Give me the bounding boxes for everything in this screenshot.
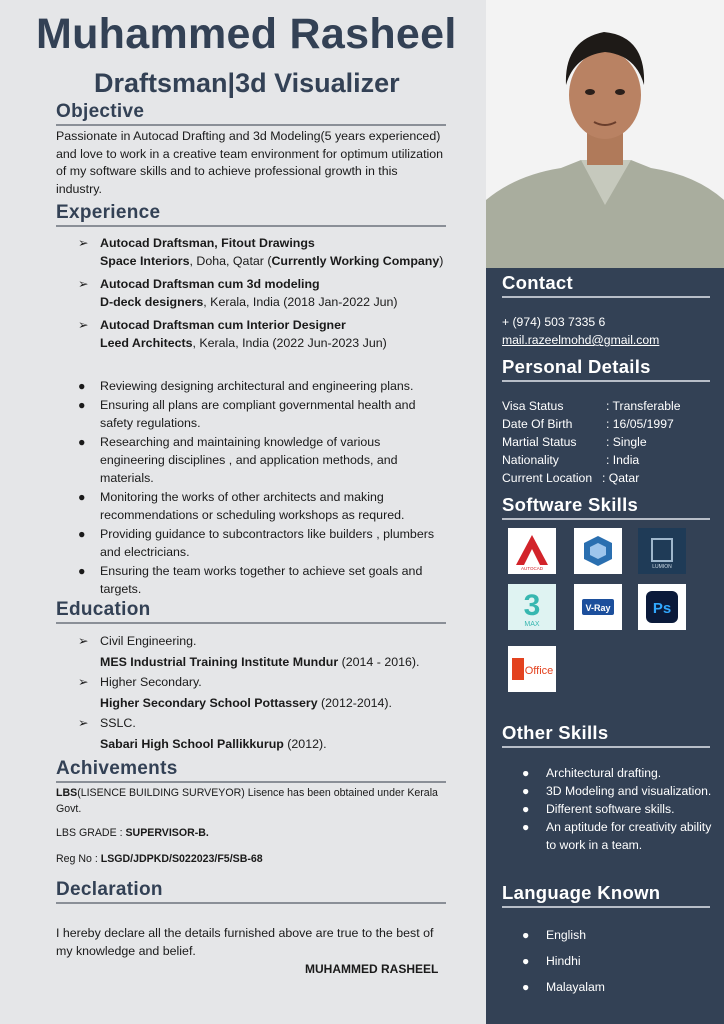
office-icon <box>508 646 556 692</box>
job-paren: ) <box>439 253 444 268</box>
contact-heading: Contact <box>502 272 710 298</box>
contact-email-link[interactable]: mail.razeelmohd@gmail.com <box>502 333 660 347</box>
arrow-bullet-icon: ➢ <box>78 675 89 689</box>
signature-name: MUHAMMED RASHEEL <box>305 962 439 976</box>
bullet-icon: ● <box>522 820 530 834</box>
lumion-icon <box>638 528 686 574</box>
job-item <box>78 317 448 352</box>
arrow-bullet-icon: ➢ <box>78 634 89 648</box>
duties-list <box>78 377 448 599</box>
duty-item: ● Monitoring the works of other architects and making recommendations or scheduling workshops as requred. <box>78 490 405 522</box>
bullet-icon: ● <box>522 980 530 994</box>
svg-text:Office: Office <box>524 665 554 677</box>
detail-row: Current Location : Qatar <box>502 471 640 485</box>
vray-icon <box>574 584 622 630</box>
duty-item: ● Ensuring the team works together to achieve set goals and targets. <box>78 564 423 596</box>
arrow-bullet-icon: ➢ <box>78 318 89 332</box>
bullet-icon: ● <box>78 564 86 578</box>
bullet-icon: ● <box>78 435 86 449</box>
contact-phone: + (974) 503 7335 6 <box>502 315 606 329</box>
job-role: Autocad Draftsman, Fitout Drawings <box>100 236 315 250</box>
job-item <box>78 276 448 311</box>
years: (2012-2014). <box>317 695 392 710</box>
school: Higher Secondary School Pottassery <box>100 695 318 710</box>
skill-item: ● 3D Modeling and visualization. <box>522 784 712 798</box>
course: SSLC. <box>100 716 136 730</box>
sketchup-icon <box>574 528 622 574</box>
arrow-bullet-icon: ➢ <box>78 277 89 291</box>
job-company: Space Interiors <box>100 253 190 268</box>
experience-heading: Experience <box>56 202 446 227</box>
languages-heading: Language Known <box>502 882 710 908</box>
personal-heading: Personal Details <box>502 356 710 382</box>
detail-row: Martial Status : Single <box>502 435 647 449</box>
years: (2014 - 2016). <box>338 654 420 669</box>
detail-row: Date Of Birth : 16/05/1997 <box>502 417 674 431</box>
profile-photo <box>486 0 724 268</box>
school: Sabari High School Pallikkurup <box>100 736 284 751</box>
personal-details <box>502 397 712 487</box>
job-item <box>78 235 448 270</box>
declaration-text: I hereby declare all the details furnished above are true to the best of my knowledge and belief. <box>56 926 434 958</box>
declaration-heading: Declaration <box>56 879 446 904</box>
job-company: D-deck designers <box>100 294 204 309</box>
candidate-name: Muhammed Rasheel <box>36 10 457 58</box>
duty-item: ● Researching and maintaining knowledge of various engineering disciplines , and application methods, and materials. <box>78 435 398 485</box>
bullet-icon: ● <box>522 802 530 816</box>
languages-list <box>522 922 712 1000</box>
detail-row: Nationality : India <box>502 453 640 467</box>
job-role: Autocad Draftsman cum Interior Designer <box>100 318 346 332</box>
education-item <box>78 672 448 713</box>
other-skills-list <box>522 764 712 854</box>
education-item <box>78 713 448 754</box>
skill-item: ● Architectural drafting. <box>522 766 662 780</box>
arrow-bullet-icon: ➢ <box>78 716 89 730</box>
bullet-icon: ● <box>78 527 86 541</box>
photoshop-icon <box>638 584 686 630</box>
education-item <box>78 631 448 672</box>
bullet-icon: ● <box>522 766 530 780</box>
reg-number: Reg No : LSGD/JDPKD/S022023/F5/SB-68 <box>56 853 263 865</box>
education-list <box>78 631 448 754</box>
3dsmax-icon <box>508 584 556 630</box>
detail-row: Visa Status : Transferable <box>502 399 681 413</box>
duty-item: ● Ensuring all plans are compliant governmental health and safety regulations. <box>78 398 416 430</box>
objective-heading: Objective <box>56 101 446 126</box>
job-role: Autocad Draftsman cum 3d modeling <box>100 277 320 291</box>
job-location: , Kerala, India (2018 Jan-2022 Jun) <box>203 294 398 309</box>
svg-text:Ps: Ps <box>652 600 672 617</box>
svg-text:AUTOCAD: AUTOCAD <box>521 566 543 571</box>
lbs-grade: LBS GRADE : SUPERVISOR-B. <box>56 827 209 839</box>
duty-item: ● Reviewing designing architectural and engineering plans. <box>78 379 414 393</box>
job-location: , Kerala, India (2022 Jun-2023 Jun) <box>192 335 387 350</box>
course: Higher Secondary. <box>100 675 202 689</box>
autocad-icon <box>508 528 556 574</box>
course: Civil Engineering. <box>100 634 197 648</box>
profile-photo-icon <box>486 0 724 268</box>
language-item: ● English <box>522 922 712 948</box>
bullet-icon: ● <box>522 954 530 968</box>
job-note: Currently Working Company <box>271 253 440 268</box>
bullet-icon: ● <box>78 490 86 504</box>
job-location: , Doha, Qatar ( <box>189 253 272 268</box>
job-company: Leed Architects <box>100 335 193 350</box>
arrow-bullet-icon: ➢ <box>78 236 89 250</box>
svg-text:MAX: MAX <box>524 621 540 628</box>
skill-item: ● An aptitude for creativity ability to work in a team. <box>522 820 712 852</box>
bullet-icon: ● <box>78 379 86 393</box>
svg-text:V-Ray: V-Ray <box>585 603 611 613</box>
software-heading: Software Skills <box>502 494 710 520</box>
candidate-title: Draftsman|3d Visualizer <box>94 68 400 98</box>
bullet-icon: ● <box>522 928 530 942</box>
bullet-icon: ● <box>78 398 86 412</box>
language-item: ● Hindhi <box>522 948 712 974</box>
objective-text: Passionate in Autocad Drafting and 3d Modeling(5 years experienced) and love to work in a creative team environment for optimum utilization of my software skills and to achieve professional growth in this industry. <box>56 129 444 196</box>
school: MES Industrial Training Institute Mundur <box>100 654 339 669</box>
svg-text:3: 3 <box>523 589 541 622</box>
years: (2012). <box>283 736 327 751</box>
skill-item: ● Different software skills. <box>522 802 675 816</box>
svg-text:LUMION: LUMION <box>652 564 672 570</box>
bullet-icon: ● <box>522 784 530 798</box>
language-item: ● Malayalam <box>522 974 712 1000</box>
experience-list <box>78 235 448 358</box>
duty-item: ● Providing guidance to subcontractors like builders , plumbers and electricians. <box>78 527 435 559</box>
lbs-text: LBS(LISENCE BUILDING SURVEYOR) Lisence has been obtained under Kerala Govt. <box>56 787 438 815</box>
education-heading: Education <box>56 599 446 624</box>
achievements-heading: Achivements <box>56 758 446 783</box>
other-skills-heading: Other Skills <box>502 722 710 748</box>
